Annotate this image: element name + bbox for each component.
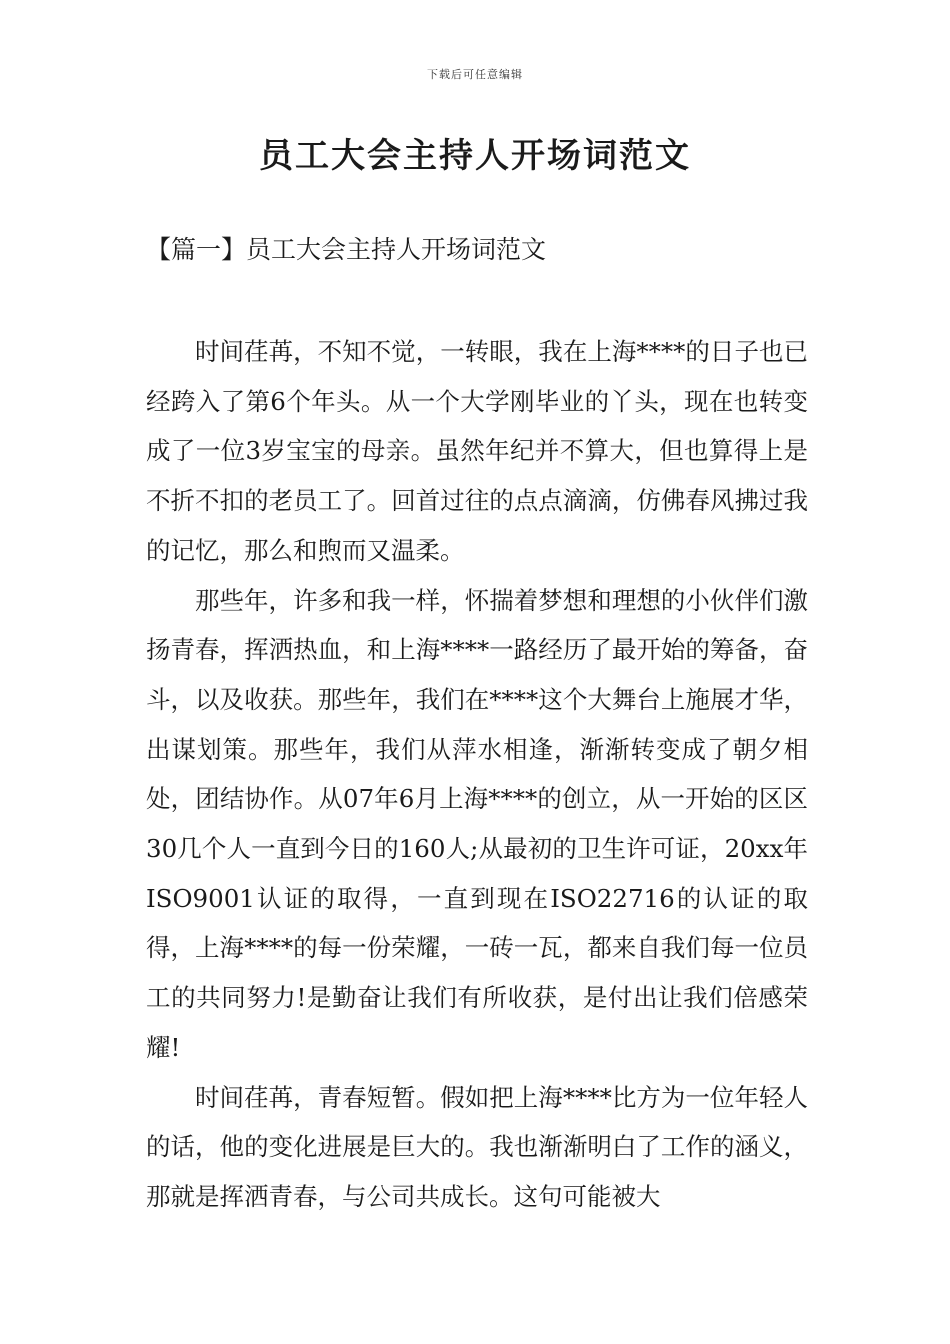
document-title: 员工大会主持人开场词范文	[259, 136, 691, 176]
section-heading: 【篇一】员工大会主持人开场词范文	[146, 235, 547, 264]
paragraph-2: 那些年，许多和我一样，怀揣着梦想和理想的小伙伴们激扬青春，挥洒热血，和上海****一路经历了最开始的筹备，奋斗，以及收获。那些年，我们在****这个大舞台上施展才华，出谋划策。那些年，我们从萍水相逢，渐渐转变成了朝夕相处，团结协作。从07年6月上海****的创立，从一开始的区区30几个人一直到今日的160人;从最初的卫生许可证，20xx年ISO9001认证的取得，一直到现在ISO22716的认证的取得，上海****的每一份荣耀，一砖一瓦，都来自我们每一位员工的共同努力!是勤奋让我们有所收获，是付出让我们倍感荣耀!	[146, 585, 808, 1062]
paragraph-1: 时间荏苒，不知不觉，一转眼，我在上海****的日子也已经跨入了第6个年头。从一个大学刚毕业的丫头，现在也转变成了一位3岁宝宝的母亲。虽然年纪并不算大，但也算得上是不折不扣的老员工了。回首过往的点点滴滴，仿佛春风拂过我的记忆，那么和煦而又温柔。	[146, 337, 808, 565]
document-body	[146, 327, 808, 1222]
header-note: 下载后可任意编辑	[427, 68, 523, 81]
paragraph-3: 时间荏苒，青春短暂。假如把上海****比方为一位年轻人的话，他的变化进展是巨大的。我也渐渐明白了工作的涵义，那就是挥洒青春，与公司共成长。这句可能被大	[146, 1082, 808, 1211]
